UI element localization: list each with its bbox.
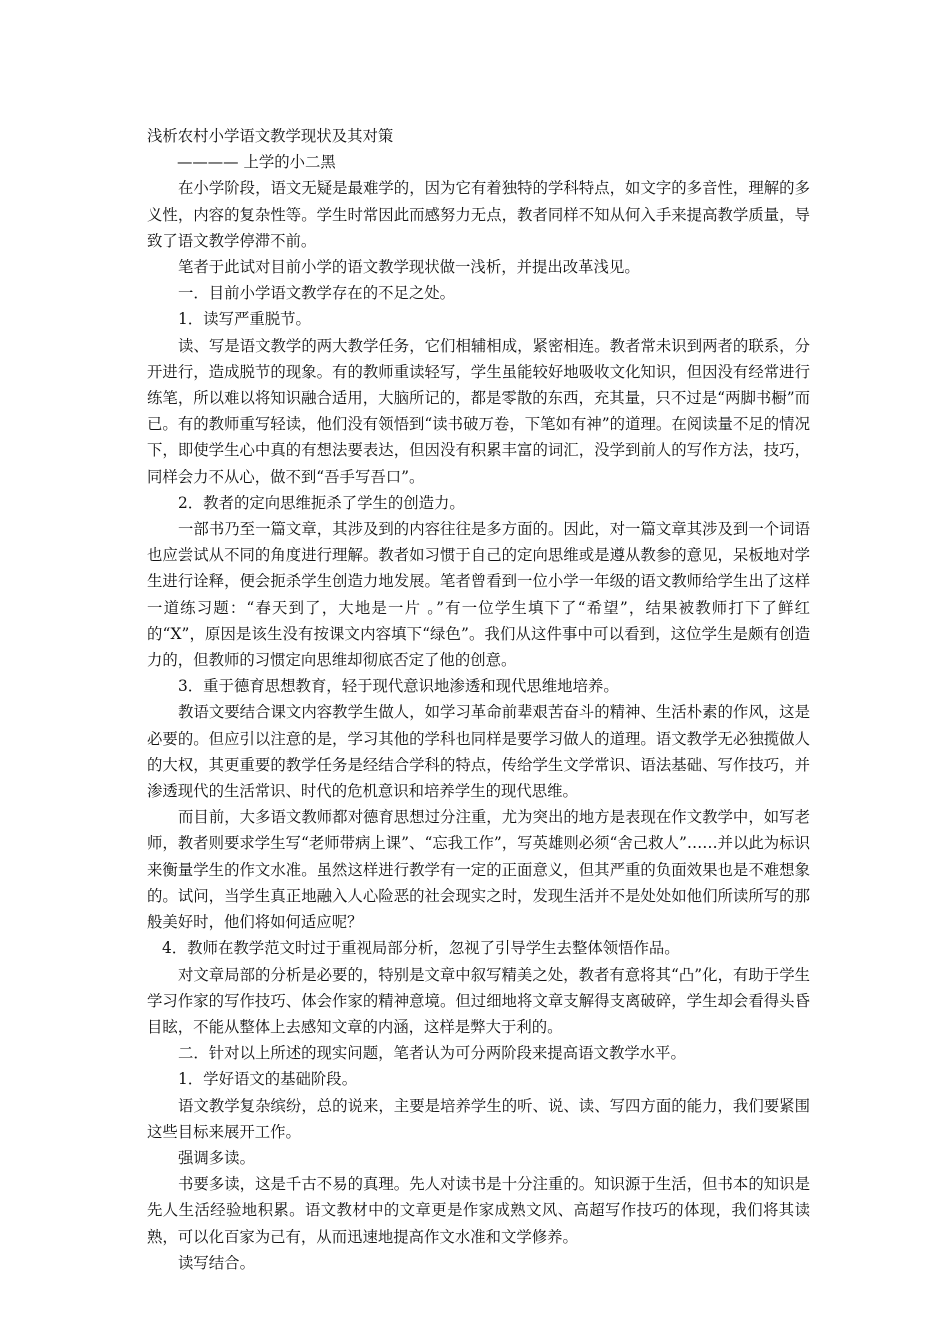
paragraph: 一部书乃至一篇文章，其涉及到的内容往往是多方面的。因此，对一篇文章其涉及到一个词语也应尝试从不同的角度进行理解。教者如习惯于自己的定向思维或是遵从教参的意见，呆板地对学生进行诠释，便会扼杀学生创造力地发展。笔者曾看到一位小学一年级的语文教师给学生出了这样一道练习题：“春天到了，大地是一片 。”有一位学生填下了“希望”，结果被教师打下了鲜红的“Ⅹ”，原因是该生没有按课文内容填下“绿色”。我们从这件事中可以看到，这位学生是颇有创造力的，但教师的习惯定向思维却彻底否定了他的创意。	[147, 520, 810, 670]
document-title: 浅析农村小学语文教学现状及其对策	[147, 127, 394, 145]
paragraph: 读、写是语文教学的两大教学任务，它们相辅相成，紧密相连。教者常未识到两者的联系，分开进行，造成脱节的现象。有的教师重读轻写，学生虽能较好地吸收文化知识，但因没有经常进行练笔，所以难以将知识融合适用，大脑所记的，都是零散的东西，充其量，只不过是“两脚书橱”而已。有的教师重写轻读，他们没有领悟到“读书破万卷，下笔如有神”的道理。在阅读量不足的情况下，即使学生心中真的有想法要表达，但因没有积累丰富的词汇，没学到前人的写作方法，技巧，同样会力不从心，做不到“吾手写吾口”。	[147, 336, 810, 486]
subsection-heading: 2．教者的定向思维扼杀了学生的创造力。	[178, 493, 465, 512]
paragraph: 笔者于此试对目前小学的语文教学现状做一浅析，并提出改革浅见。	[178, 258, 640, 277]
subsection-heading: 1．学好语文的基础阶段。	[178, 1070, 358, 1089]
section-heading: 一．目前小学语文教学存在的不足之处。	[178, 284, 456, 303]
paragraph: 而目前，大多语文教师都对德育思想过分注重，尤为突出的地方是表现在作文教学中，如写老师，教者则要求学生写“老师带病上课”、“忘我工作”，写英雄则必须“舍己救人”……并以此为标识来衡量学生的作文水准。虽然这样进行教学有一定的正面意义，但其严重的负面效果也是不难想象的。试问，当学生真正地融入人心险恶的社会现实之时，发现生活并不是处处如他们所读所写的那般美好时，他们将如何适应呢？	[147, 808, 810, 932]
document-page	[147, 123, 810, 1276]
paragraph: 语文教学复杂缤纷，总的说来，主要是培养学生的听、说、读、写四方面的能力，我们要紧围这些目标来展开工作。	[147, 1096, 810, 1141]
paragraph: 书要多读，这是千古不易的真理。先人对读书是十分注重的。知识源于生活，但书本的知识是先人生活经验地积累。语文教材中的文章更是作家成熟文风、高超写作技巧的体现，我们将其读熟，可以化百家为己有，从而迅速地提高作文水准和文学修养。	[147, 1175, 810, 1246]
section-heading: 二．针对以上所述的现实问题，笔者认为可分两阶段来提高语文教学水平。	[178, 1044, 686, 1063]
paragraph: 对文章局部的分析是必要的，特别是文章中叙写精美之处，教者有意将其“凸”化，有助于学生学习作家的写作技巧、体会作家的精神意境。但过细地将文章支解得支离破碎，学生却会看得头昏目眩，不能从整体上去感知文章的内涵，这样是弊大于利的。	[147, 965, 810, 1036]
subsection-heading: 3．重于德育思想教育，轻于现代意识地渗透和现代思维地培养。	[178, 677, 619, 696]
subsection-heading: 4．教师在教学范文时过于重视局部分析，忽视了引导学生去整体领悟作品。	[162, 939, 680, 958]
subsection-heading: 1．读写严重脱节。	[178, 310, 311, 329]
document-byline: ———— 上学的小二黑	[177, 153, 336, 172]
paragraph: 读写结合。	[178, 1253, 255, 1272]
paragraph: 在小学阶段，语文无疑是最难学的，因为它有着独特的学科特点，如文字的多音性，理解的多义性，内容的复杂性等。学生时常因此而感努力无点，教者同样不知从何入手来提高教学质量，导致了语文教学停滞不前。	[147, 179, 810, 250]
paragraph: 教语文要结合课文内容教学生做人，如学习革命前辈艰苦奋斗的精神、生活朴素的作风，这是必要的。但应引以注意的是，学习其他的学科也同样是要学习做人的道理。语文教学无必独揽做人的大权，其更重要的教学任务是经结合学科的特点，传给学生文学常识、语法基础、写作技巧，并渗透现代的生活常识、时代的危机意识和培养学生的现代思维。	[147, 703, 810, 801]
paragraph: 强调多读。	[178, 1148, 255, 1167]
